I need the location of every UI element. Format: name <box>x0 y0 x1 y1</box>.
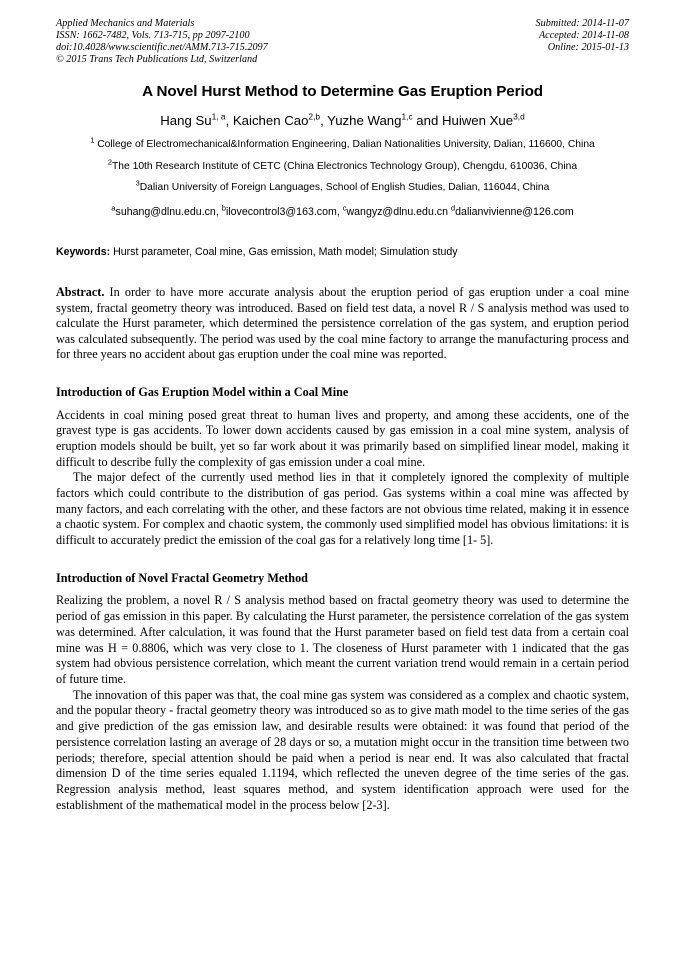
email-marker: a <box>111 203 116 213</box>
author-list <box>56 112 629 129</box>
page-title: A Novel Hurst Method to Determine Gas Eruption Period <box>142 83 543 101</box>
accepted-date: Accepted: 2014-11-08 <box>538 30 629 42</box>
journal-header-left <box>56 18 268 66</box>
email-item <box>221 203 343 218</box>
author-name: Yuzhe Wang <box>327 113 402 129</box>
email-marker: b <box>221 203 226 213</box>
section-heading-2: Introduction of Novel Fractal Geometry Method <box>56 570 308 585</box>
online-date: Online: 2015-01-13 <box>547 42 629 54</box>
email-item <box>450 203 574 218</box>
section-1-paragraph-1: Accidents in coal mining posed great threat to human lives and property, and among these accidents, one of the gravest type is gas accidents. To lower down accidents caused by gas emission in a coal mine system, analysis of eruption models should be built, yet so far work about it was primarily based on simplified linear model, making it difficult to describe fully the complexity of gas emission under a coal mine. <box>56 407 629 469</box>
email-item <box>342 203 451 218</box>
keywords-line <box>56 245 629 259</box>
email-address: suhang@dlnu.edu.cn <box>115 205 216 218</box>
affiliation-item <box>70 178 615 195</box>
affiliation-item <box>70 135 615 152</box>
affiliation-text: Dalian University of Foreign Languages, School of English Studies, Dalian, 116044, China <box>139 181 550 193</box>
journal-header-right <box>536 18 629 54</box>
journal-header <box>56 18 629 66</box>
author-4 <box>442 113 525 128</box>
author-name: Huiwen Xue <box>441 113 514 129</box>
abstract-block <box>56 285 629 363</box>
email-item <box>111 203 222 218</box>
journal-doi: doi:10.4028/www.scientific.net/AMM.713-715.2097 <box>56 42 268 54</box>
email-list <box>56 205 629 219</box>
email-separator: , <box>215 205 222 218</box>
abstract-text: In order to have more accurate analysis about the eruption period of gas eruption under a coal mine system, fractal geometry theory was introduced. Based on field test data, a novel R / S analysis method was used to calculate the Hurst parameter, which determined the persistence correlation of the gas system, and eruption period was calculated subsequently. The period was used by the coal mine factory to arrange the manufacturing process and for three years no accident about gas eruption under the coal mine was reported. <box>56 284 629 362</box>
author-name: Hang Su <box>160 113 212 129</box>
author-affiliation-marker: 1, a <box>211 111 226 122</box>
author-2 <box>233 113 327 128</box>
author-3 <box>327 113 442 128</box>
keywords-label: Keywords: <box>56 245 111 258</box>
affiliation-marker: 1 <box>90 135 95 145</box>
email-address: wangyz@dlnu.edu.cn <box>346 205 448 218</box>
author-separator: , <box>320 113 328 129</box>
author-affiliation-marker: 1,c <box>401 111 413 122</box>
affiliation-item <box>70 157 615 174</box>
page-content <box>56 18 629 813</box>
section-1-paragraph-2: The major defect of the currently used method lies in that it completely ignored the complexity of multiple factors which could contribute to the distribution of gas period. Gas systems within a coal mine was affected by many factors, and each correlating with the other, and these factors are not obvious time related, making it in essence a chaotic system. For complex and chaotic system, the commonly used simplified model has obvious limitations: it is difficult to accurately predict the emission of the coal gas for a relatively long time [1- 5]. <box>56 470 629 548</box>
affiliation-text: The 10th Research Institute of CETC (China Electronics Technology Group), Chengdu, 610036, China <box>111 160 578 172</box>
author-1 <box>160 113 233 128</box>
author-affiliation-marker: 3,d <box>513 111 525 122</box>
affiliation-text: College of Electromechanical&Information Engineering, Dalian Nationalities University, Dalian, 116600, China <box>94 139 595 151</box>
affiliation-marker: 3 <box>135 178 140 188</box>
author-affiliation-marker: 2,b <box>308 111 321 122</box>
email-marker: d <box>450 203 456 213</box>
journal-issn: ISSN: 1662-7482, Vols. 713-715, pp 2097-2100 <box>56 30 250 42</box>
journal-copyright: © 2015 Trans Tech Publications Ltd, Switzerland <box>56 54 258 66</box>
affiliation-list <box>56 135 629 195</box>
email-address: ilovecontrol3@163.com <box>225 205 337 218</box>
email-separator: , <box>336 205 343 218</box>
section-2-paragraph-2: The innovation of this paper was that, the coal mine gas system was considered as a complex and chaotic system, and the popular theory - fractal geometry theory was introduced so as to give math model to the time series of the gas and give prediction of the gas emission law, and desirable results were obtained: it was found that period of the persistence correlation lasting an average of 28 days or so, a mutation might occur in the transition time between two periods; therefore, special attention should be paid when a period is near end. It was also calculated that fractal dimension D of the time series equaled 1.1194, which reflected the uneven degree of the time series of the gas. Regression analysis method, least squares method, and system identification approach were used for the establishment of the mathematical model in the process below [2-3]. <box>56 687 629 812</box>
email-address: dalianvivienne@126.com <box>455 205 574 218</box>
section-heading-1: Introduction of Gas Eruption Model within a Coal Mine <box>56 384 349 399</box>
abstract-label: Abstract. <box>56 284 105 299</box>
keywords-text: Hurst parameter, Coal mine, Gas emission, Math model; Simulation study <box>110 245 458 258</box>
journal-name: Applied Mechanics and Materials <box>56 18 195 29</box>
author-separator: and <box>412 113 442 129</box>
author-separator: , <box>225 113 233 129</box>
affiliation-marker: 2 <box>107 157 112 167</box>
author-name: Kaichen Cao <box>232 113 309 129</box>
submitted-date: Submitted: 2014-11-07 <box>535 18 629 29</box>
email-marker: c <box>342 203 347 213</box>
section-2-paragraph-1: Realizing the problem, a novel R / S analysis method based on fractal geometry theory was used to determine the period of gas emission in this paper. By calculating the Hurst parameter, the persistence correlation of the gas system was determined. After calculation, it was found that the Hurst parameter based on field test data from a certain coal mine was H = 0.8806, which was very close to 1. The closeness of Hurst parameter with 1 indicated that the gas system had obvious persistence correlation, which meant the current variation trend would remain in a certain period of future time. <box>56 593 629 686</box>
